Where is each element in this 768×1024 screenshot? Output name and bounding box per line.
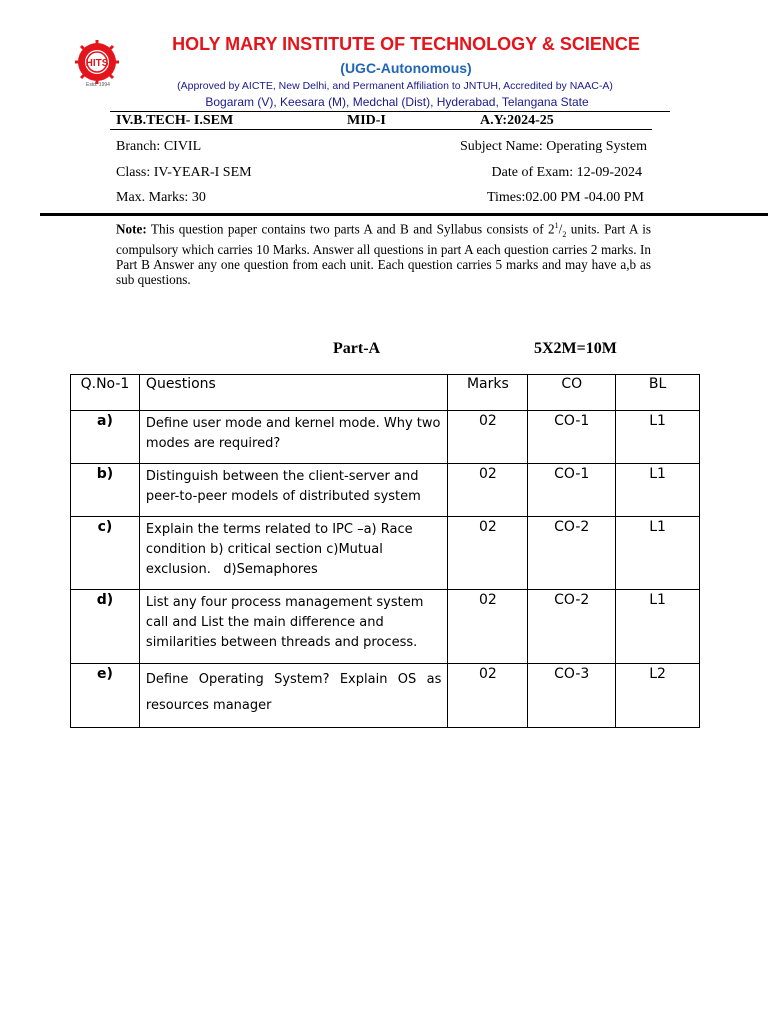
question-number: c) <box>71 517 140 590</box>
question-number: b) <box>71 464 140 517</box>
header-rule-bottom <box>110 129 652 130</box>
question-text: Explain the terms related to IPC –a) Race condition b) critical section c)Mutual exclusion. d)Semaphores <box>139 517 447 590</box>
exam-name: MID-I <box>347 113 386 128</box>
part-a-marks-scheme: 5X2M=10M <box>534 340 617 357</box>
logo-estd: Estd. 1994 <box>86 82 110 88</box>
note-text-2: units. Part A is compulsory which carries 10 Marks. Answer all questions in part A each question carries 2 marks. In Part B Answer any one question from each unit. Each question carries 5 marks and may have a,b as sub questions. <box>116 221 651 288</box>
question-number: a) <box>71 411 140 464</box>
question-co: CO-1 <box>528 411 616 464</box>
class-label: Class: IV-YEAR-I SEM <box>116 165 252 180</box>
question-number: d) <box>71 590 140 664</box>
note-label: Note: <box>116 221 147 237</box>
table-row <box>71 664 700 728</box>
question-text <box>139 664 447 728</box>
question-text: Define user mode and kernel mode. Why two modes are required? <box>139 411 447 464</box>
question-bl: L1 <box>616 464 700 517</box>
question-marks: 02 <box>448 411 528 464</box>
branch: Branch: CIVIL <box>116 139 202 154</box>
question-marks: 02 <box>448 517 528 590</box>
col-co: CO <box>528 375 616 411</box>
exam-date: Date of Exam: 12-09-2024 <box>491 165 642 180</box>
question-co: CO-2 <box>528 590 616 664</box>
course-label: IV.B.TECH- I.SEM <box>116 113 234 128</box>
part-a-title: Part-A <box>333 340 381 357</box>
svg-text:HITS: HITS <box>85 58 109 69</box>
question-number: e) <box>71 664 140 728</box>
note-text-1: This question paper contains two parts A and B and Syllabus consists of 2 <box>146 221 555 237</box>
question-text: Distinguish between the client-server and peer-to-peer models of distributed system <box>139 464 447 517</box>
fraction-numerator: 1 <box>554 221 559 230</box>
question-bl: L1 <box>616 590 700 664</box>
question-text-line-2: resources manager <box>145 698 272 713</box>
institute-address: Bogaram (V), Keesara (M), Medchal (Dist), Hyderabad, Telangana State <box>205 95 589 109</box>
question-marks: 02 <box>448 664 528 728</box>
col-marks: Marks <box>448 375 528 411</box>
col-bl: BL <box>616 375 700 411</box>
approval-line: (Approved by AICTE, New Delhi, and Permanent Affiliation to JNTUH, Accredited by NAAC-A) <box>177 80 613 92</box>
table-row <box>71 517 700 590</box>
question-bl: L1 <box>616 411 700 464</box>
academic-year: A.Y:2024-25 <box>480 113 554 128</box>
questions-table <box>70 374 700 728</box>
table-row <box>71 590 700 664</box>
question-co: CO-2 <box>528 517 616 590</box>
instructions-note: Note: This question paper contains two parts A and B and Syllabus consists of $2^1/_2$ units. Part A is compulsory which carries 10 Marks. Answer all questions in part A each question carries 2 marks. In Part B Answer any one question from each unit. Each question carries 5 marks and may have a,b as sub questions. <box>116 221 651 288</box>
question-text-line-1: Define Operating System? Explain OS as <box>145 672 442 687</box>
question-marks: 02 <box>448 464 528 517</box>
question-bl: L1 <box>616 517 700 590</box>
institute-name: HOLY MARY INSTITUTE OF TECHNOLOGY & SCIENCE <box>172 34 640 54</box>
autonomy-status: (UGC-Autonomous) <box>340 60 472 76</box>
question-co: CO-1 <box>528 464 616 517</box>
col-questions: Questions <box>139 375 447 411</box>
header-rule-top <box>110 111 670 112</box>
exam-time: Times:02.00 PM -04.00 PM <box>486 190 644 205</box>
max-marks: Max. Marks: 30 <box>116 190 206 205</box>
section-divider <box>40 213 768 216</box>
question-bl: L2 <box>616 664 700 728</box>
col-qno: Q.No-1 <box>71 375 140 411</box>
table-row <box>71 411 700 464</box>
table-row <box>71 464 700 517</box>
question-text: List any four process management system call and List the main difference and similarities between threads and process. <box>139 590 447 664</box>
question-marks: 02 <box>448 590 528 664</box>
fraction-denominator: 2 <box>562 230 567 240</box>
question-co: CO-3 <box>528 664 616 728</box>
subject-name: Subject Name: Operating System <box>459 139 647 154</box>
table-header-row <box>71 375 700 411</box>
